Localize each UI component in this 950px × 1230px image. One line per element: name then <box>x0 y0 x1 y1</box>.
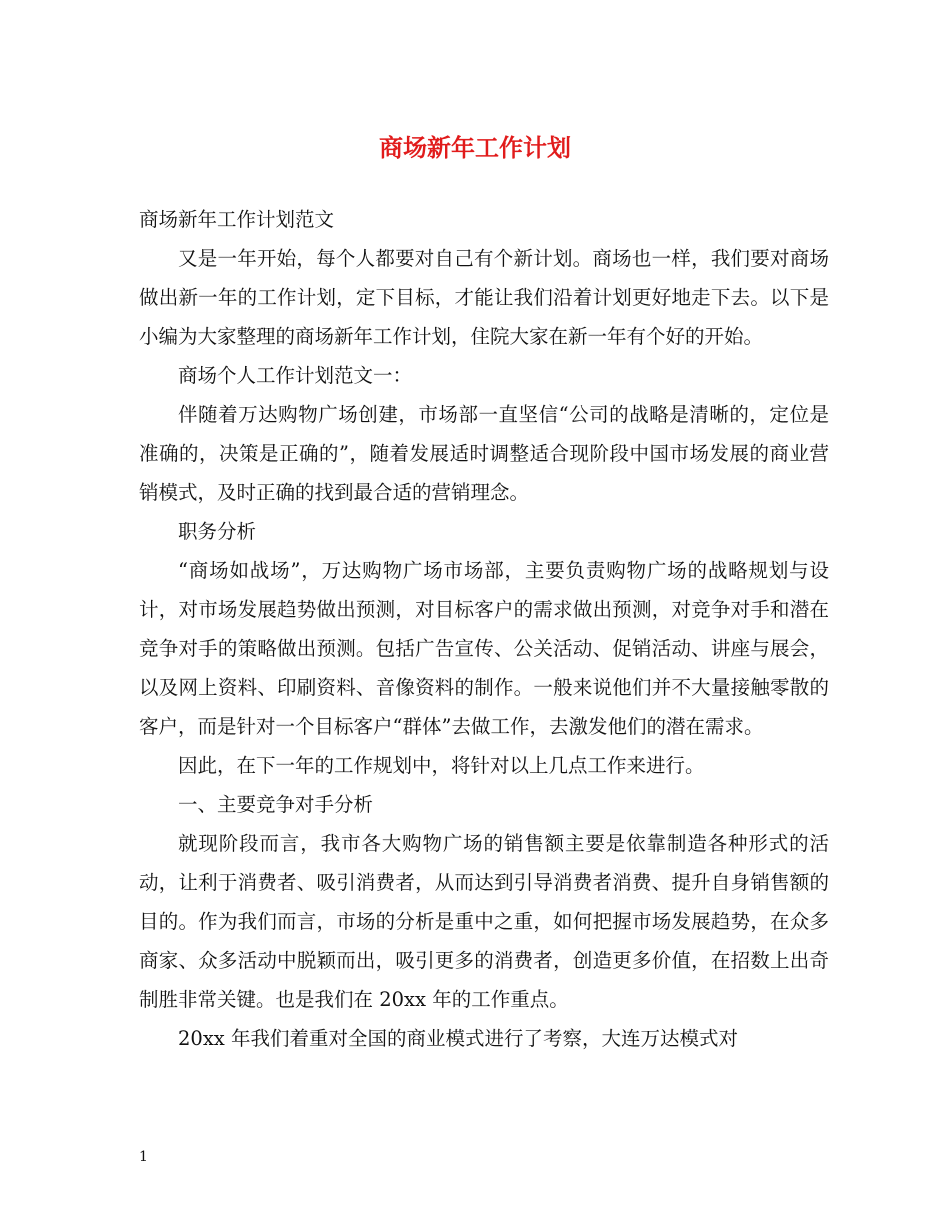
page-number: 1 <box>139 1149 148 1165</box>
document-title: 商场新年工作计划 <box>379 133 571 162</box>
paragraph-competitor-analysis: 就现阶段而言，我市各大购物广场的销售额主要是依靠制造各种形式的活动，让利于消费者、吸引消费者，从而达到引导消费者消费、提升自身销售额的目的。作为我们而言，市场的分析是重中之重，如何把握市场发展趋势，在众多商家、众多活动中脱颖而出，吸引更多的消费者，创造更多价值，在招数上出奇制胜非常关键。也是我们在 20xx 年的工作重点。 <box>139 832 829 1011</box>
paragraph-heading-job-analysis: 职务分析 <box>178 520 257 543</box>
paragraph-subtitle: 商场新年工作计划范文 <box>139 208 335 231</box>
paragraph-marketing-belief: 伴随着万达购物广场创建，市场部一直坚信“公司的战略是清晰的，定位是准确的，决策是正确的”，随着发展适时调整适合现阶段中国市场发展的商业营销模式，及时正确的找到最合适的营销理念。 <box>139 403 829 504</box>
paragraph-intro: 又是一年开始，每个人都要对自己有个新计划。商场也一样，我们要对商场做出新一年的工作计划，定下目标，才能让我们沿着计划更好地走下去。以下是小编为大家整理的商场新年工作计划，住院大家在新一年有个好的开始。 <box>139 247 829 348</box>
document-body <box>139 200 829 1058</box>
paragraph-heading-competitor-analysis: 一、主要竞争对手分析 <box>178 793 374 816</box>
paragraph-business-model: 20xx 年我们着重对全国的商业模式进行了考察，大连万达模式对 <box>178 1027 739 1050</box>
paragraph-heading-sample-one: 商场个人工作计划范文一： <box>178 364 413 387</box>
paragraph-next-year-plan: 因此，在下一年的工作规划中，将针对以上几点工作来进行。 <box>178 754 705 777</box>
paragraph-job-analysis: “商场如战场”，万达购物广场市场部，主要负责购物广场的战略规划与设计，对市场发展趋势做出预测，对目标客户的需求做出预测，对竞争对手和潜在竞争对手的策略做出预测。包括广告宣传、公关活动、促销活动、讲座与展会，以及网上资料、印刷资料、音像资料的制作。一般来说他们并不大量接触零散的客户，而是针对一个目标客户“群体”去做工作，去激发他们的潜在需求。 <box>139 559 829 738</box>
